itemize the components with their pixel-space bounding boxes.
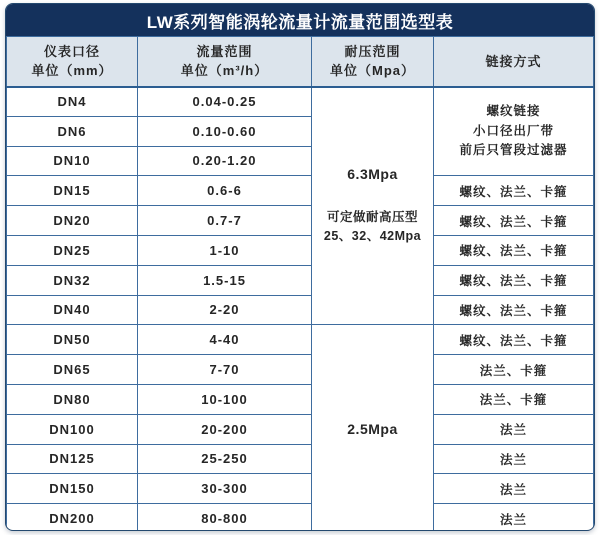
flow-cell: 80-800 <box>138 504 312 531</box>
header-connection <box>434 37 594 87</box>
flow-cell: 0.7-7 <box>138 206 312 236</box>
table-row-dn80 <box>7 384 594 414</box>
table-row-dn4 <box>7 87 594 117</box>
header-flow-range <box>138 37 312 87</box>
connection-cell: 螺纹、法兰、卡箍 <box>434 325 594 355</box>
connection-cell: 法兰 <box>434 504 594 531</box>
connection-cell: 螺纹、法兰、卡箍 <box>434 265 594 295</box>
connection-cell: 法兰、卡箍 <box>434 355 594 385</box>
dn-cell: DN150 <box>7 474 138 504</box>
dn-cell: DN15 <box>7 176 138 206</box>
header-line: 链接方式 <box>485 53 542 69</box>
connection-cell: 法兰、卡箍 <box>434 384 594 414</box>
flow-cell: 10-100 <box>138 384 312 414</box>
table-row-dn32 <box>7 265 594 295</box>
flow-cell: 0.20-1.20 <box>138 146 312 176</box>
selection-table <box>6 36 594 531</box>
header-line: 流量范围 <box>196 43 253 59</box>
dn-cell: DN6 <box>7 116 138 146</box>
table-row-dn50 <box>7 325 594 355</box>
table-row-dn40 <box>7 295 594 325</box>
flow-cell: 0.6-6 <box>138 176 312 206</box>
dn-cell: DN20 <box>7 206 138 236</box>
header-line: 单位（mm） <box>31 63 113 79</box>
dn-cell: DN125 <box>7 444 138 474</box>
selection-table-card <box>5 3 595 531</box>
dn-cell: DN100 <box>7 414 138 444</box>
dn-cell: DN32 <box>7 265 138 295</box>
flow-cell: 25-250 <box>138 444 312 474</box>
table-row-dn25 <box>7 235 594 265</box>
pressure-note-line: 25、32、42Mpa <box>323 228 422 243</box>
flow-cell: 0.10-0.60 <box>138 116 312 146</box>
flow-cell: 20-200 <box>138 414 312 444</box>
flow-cell: 7-70 <box>138 355 312 385</box>
table-row-dn200 <box>7 504 594 531</box>
dn-cell: DN40 <box>7 295 138 325</box>
connection-line: 小口径出厂带 <box>472 123 554 138</box>
pressure-value: 2.5Mpa <box>347 421 398 438</box>
dn-cell: DN200 <box>7 504 138 531</box>
header-row <box>7 37 594 87</box>
connection-cell: 螺纹、法兰、卡箍 <box>434 295 594 325</box>
header-line: 单位（Mpa） <box>329 63 415 79</box>
connection-cell-small-bore <box>434 87 594 176</box>
flow-cell: 1.5-15 <box>138 265 312 295</box>
dn-cell: DN4 <box>7 87 138 117</box>
connection-cell: 螺纹、法兰、卡箍 <box>434 206 594 236</box>
dn-cell: DN80 <box>7 384 138 414</box>
dn-cell: DN65 <box>7 355 138 385</box>
connection-cell: 法兰 <box>434 474 594 504</box>
table-row-dn65 <box>7 355 594 385</box>
table-row-dn150 <box>7 474 594 504</box>
header-line: 单位（m³/h） <box>180 63 269 79</box>
header-diameter <box>7 37 138 87</box>
table-row-dn20 <box>7 206 594 236</box>
connection-cell: 法兰 <box>434 414 594 444</box>
connection-line: 螺纹链接 <box>486 104 541 119</box>
connection-cell: 螺纹、法兰、卡箍 <box>434 176 594 206</box>
pressure-cell-high <box>312 87 434 325</box>
flow-cell: 4-40 <box>138 325 312 355</box>
connection-cell: 螺纹、法兰、卡箍 <box>434 235 594 265</box>
dn-cell: DN50 <box>7 325 138 355</box>
flow-cell: 0.04-0.25 <box>138 87 312 117</box>
connection-line: 前后只管段过滤器 <box>459 143 568 158</box>
flow-cell: 2-20 <box>138 295 312 325</box>
pressure-cell-low <box>312 325 434 531</box>
flow-cell: 1-10 <box>138 235 312 265</box>
header-line: 仪表口径 <box>43 43 100 59</box>
dn-cell: DN25 <box>7 235 138 265</box>
pressure-note <box>312 208 433 246</box>
dn-cell: DN10 <box>7 146 138 176</box>
table-row-dn125 <box>7 444 594 474</box>
connection-cell: 法兰 <box>434 444 594 474</box>
pressure-note-line: 可定做耐高压型 <box>326 210 418 225</box>
table-title: LW系列智能涡轮流量计流量范围选型表 <box>6 4 594 36</box>
table-row-dn100 <box>7 414 594 444</box>
pressure-value: 6.3Mpa <box>347 166 398 183</box>
header-pressure-range <box>312 37 434 87</box>
flow-cell: 30-300 <box>138 474 312 504</box>
table-row-dn15 <box>7 176 594 206</box>
header-line: 耐压范围 <box>344 43 401 59</box>
